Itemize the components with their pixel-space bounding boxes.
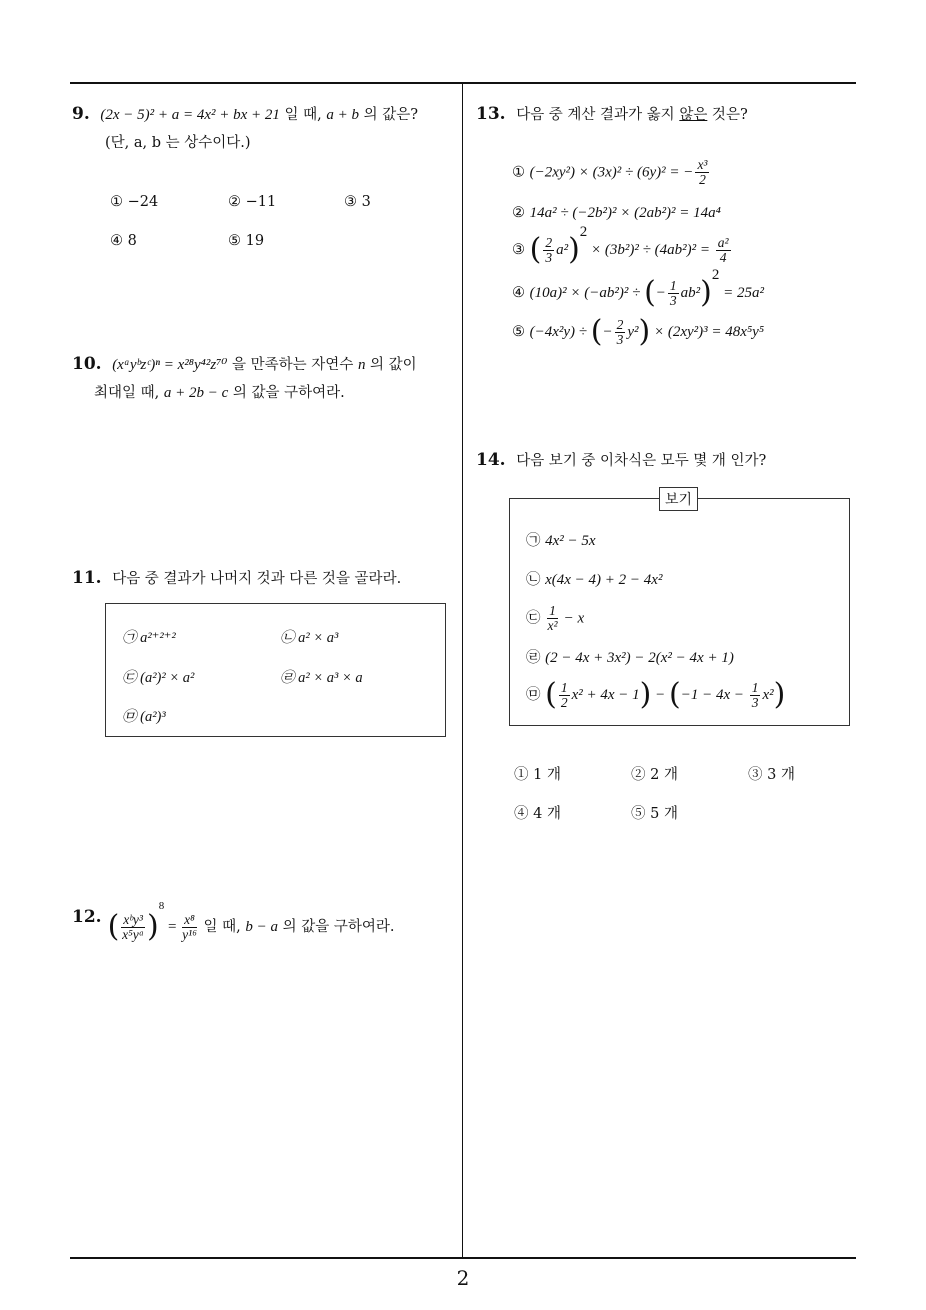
bogi-item-digeut[interactable] [526,604,584,633]
expression: 14a² ÷ (−2b²)² × (2ab²)² = 14a⁴ [529,205,721,221]
fraction-lhs [121,913,145,942]
q14-choice-5[interactable]: ⑤ 5 개 [631,806,678,822]
question-14 [476,446,856,475]
item-mark: ㉤ [526,687,541,703]
text: 것은? [707,107,748,123]
bogi-item-rieul[interactable] [526,648,734,668]
left-paren: ( [590,314,603,349]
bogi-item-mieum[interactable] [526,677,786,712]
term: x² [762,687,774,703]
term: x² + 4x − 1 [571,687,640,703]
operator: − [651,687,669,703]
question-13 [476,100,856,129]
bottom-rule [70,1257,856,1259]
question-9 [72,100,457,157]
term: ab² [680,285,701,301]
q13-choice-5[interactable] [512,314,765,349]
numerator: 2 [616,316,624,332]
choice-mark: ⑤ [512,324,525,340]
numerator: x⁸ [182,913,197,928]
term: a² [556,242,569,258]
question-number: 10. [72,354,102,374]
text: 일 때, [198,919,246,935]
q14-choice-3[interactable]: ③ 3 개 [748,767,795,783]
right-paren: ) [638,314,651,349]
question-number: 14. [476,450,506,470]
numerator: a² [717,234,729,250]
question-12: 12. ( $\frac{\text{xᵇy³}}{\text{x⁵yᵃ}}$ )$^8$ = $\frac{\text{x⁸}}{\text{y¹⁶}}$ 일 때, b − a 의 값을 구하여라. [72,900,395,944]
exponent: 8 [158,900,165,912]
denominator: 2 [560,694,568,710]
expression: x(4x − 4) + 2 − 4x² [545,572,663,588]
page-number: 2 [456,1266,470,1290]
text: 일 때, [279,107,327,123]
fraction [750,681,761,710]
question-text: 다음 중 결과가 나머지 것과 다른 것을 골라라. [112,571,402,587]
text: 의 값을 구하여라. [228,385,345,401]
q13-choice-3[interactable] [512,224,733,267]
fraction [547,604,558,633]
text: 최대일 때, [94,385,164,401]
q14-choice-2[interactable]: ② 2 개 [631,767,678,783]
item-mark: ㉢ [526,610,541,627]
question-number: 13. [476,104,506,124]
question-10 [72,350,460,407]
item-mark: ㉣ [526,650,541,666]
denominator: 2 [699,172,706,187]
expression: a + 2b − c [163,385,229,401]
text: 다음 중 계산 결과가 옳지 [516,107,680,123]
equation: (2x − 5)² + a = 4x² + bx + 21 [100,107,280,123]
expression: b − a [245,919,278,935]
exponent: 2 [579,224,588,240]
fraction [543,236,554,265]
right-paren: ) [773,677,786,712]
bogi-title: 보기 [659,487,698,511]
left-paren: ( [529,232,542,267]
text: 의 값이 [365,357,417,373]
choice-mark: ① [512,164,525,181]
choice-3[interactable]: ③ 3 [344,194,371,210]
expression: − x [559,610,585,627]
left-paren: ( [668,677,681,712]
fraction [559,681,570,710]
exponent: 2 [711,267,720,283]
expression: (10a)² × (−ab²)² ÷ [529,285,645,301]
question-number: 12. [72,907,102,927]
equation: (xᵃyᵇzᶜ)ⁿ = x²⁸y⁴²z⁷⁰ [112,357,228,373]
item-mark: ㉠ [526,533,541,549]
bogi-item-giyeok[interactable] [526,531,596,551]
numerator: xᵇy³ [123,911,143,927]
column-divider [462,83,463,1258]
fraction [695,158,709,187]
expression: × (3b²)² ÷ (4ab²)² = [587,242,714,258]
denominator: y¹⁶ [182,926,197,942]
q14-choice-4[interactable]: ④ 4 개 [514,806,561,822]
question-number: 9. [72,104,90,124]
expression: (−4x²y) ÷ [529,324,591,340]
q13-choice-1[interactable] [512,158,711,187]
expression: = 25a² [719,285,764,301]
choice-mark: ③ [512,242,525,258]
numerator: 1 [549,603,556,618]
sign: − [602,324,613,340]
denominator: x⁵yᵃ [122,926,145,942]
right-paren: ) [568,232,580,267]
denominator: x² [547,618,558,633]
fraction [716,236,731,265]
denominator: 4 [719,249,727,265]
fraction [615,318,626,347]
option-rieul[interactable]: ㉣ a² × a³ × a [280,670,363,686]
term: −1 − 4x − [680,687,748,703]
condition: (단, a, b 는 상수이다.) [105,135,251,151]
expression: × (2xy²)³ = 48x⁵y⁵ [650,324,765,340]
right-paren: ) [146,909,159,944]
text: 의 값을 구하여라. [277,919,395,935]
q13-choice-2[interactable] [512,203,721,223]
question-number: 11. [72,568,102,588]
choice-1[interactable]: ① −24 [110,194,159,210]
option-giyeok[interactable]: ㉠ a²⁺²⁺² [122,630,176,646]
denominator: 3 [616,331,624,347]
question-11 [72,564,460,593]
denominator: 3 [545,249,553,265]
fraction [668,279,679,308]
option-nieun[interactable]: ㉡ a² × a³ [280,630,339,646]
numerator: 1 [751,679,759,695]
right-paren: ) [700,275,712,310]
numerator: 2 [545,234,553,250]
variable: n [357,357,366,373]
choice-mark: ④ [512,285,525,301]
option-mieum[interactable]: ㉤ (a²)³ [122,709,166,725]
right-paren: ) [639,677,652,712]
choice-mark: ② [512,205,525,221]
bogi-item-nieun[interactable] [526,570,662,590]
text: 을 만족하는 자연수 [227,357,358,373]
denominator: 3 [751,694,759,710]
choice-4[interactable]: ④ 8 [110,233,137,249]
q14-choice-1[interactable]: ① 1 개 [514,767,561,783]
term: y² [627,324,639,340]
top-rule [70,82,856,84]
underlined-text: 않은 [679,107,708,123]
choice-5[interactable]: ⑤ 19 [228,233,265,249]
text: 의 값은? [359,107,419,123]
option-digeut[interactable]: ㉢ (a²)² × a² [122,670,195,686]
expression: 4x² − 5x [545,533,596,549]
left-paren: ( [644,275,656,310]
numerator: x³ [697,157,708,172]
numerator: 1 [560,679,568,695]
left-paren: ( [107,909,120,944]
item-mark: ㉡ [526,572,541,588]
fraction-rhs [182,913,197,942]
expression: (2 − 4x + 3x²) − 2(x² − 4x + 1) [545,650,734,666]
question-text: 다음 보기 중 이차식은 모두 몇 개 인가? [516,453,767,469]
sign: − [655,285,666,301]
left-paren: ( [545,677,557,712]
choice-2[interactable]: ② −11 [228,194,277,210]
denominator: 3 [669,292,677,308]
numerator: 1 [669,277,677,293]
expression: (−2xy²) × (3x)² ÷ (6y)² = − [529,164,694,181]
q13-choice-4[interactable] [512,267,764,310]
expression: a + b [326,107,360,123]
